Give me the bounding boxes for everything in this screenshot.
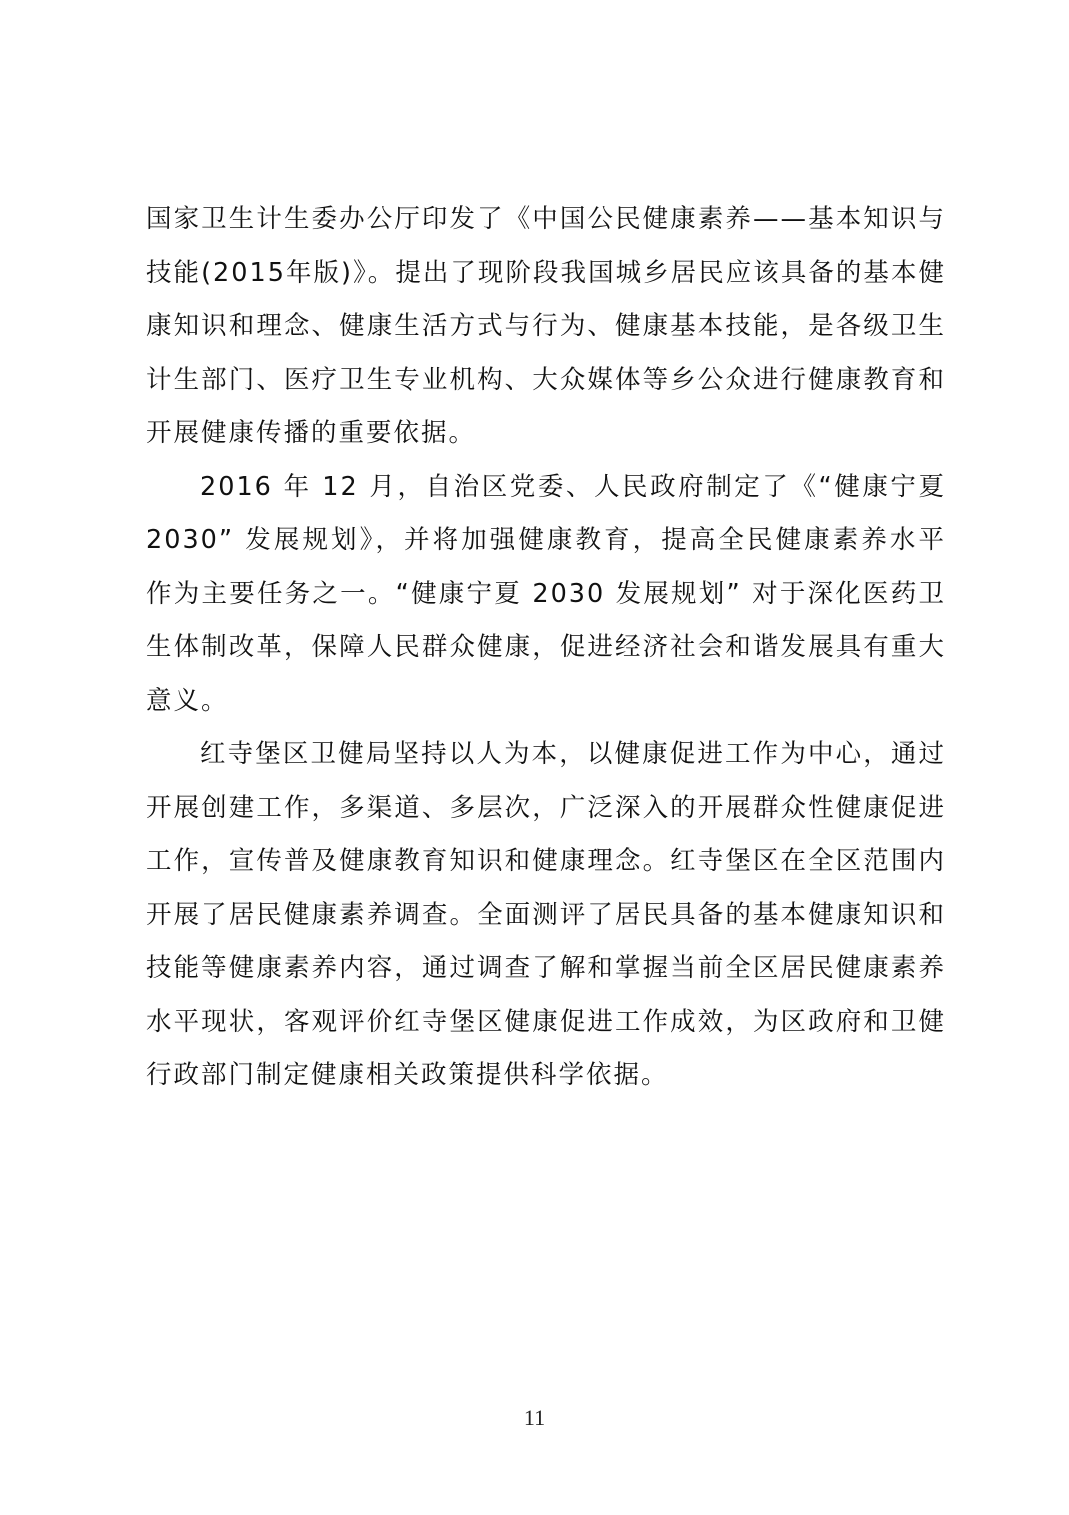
paragraph-ningxia-2030-plan: 2016 年 12 月，自治区党委、人民政府制定了《“健康宁夏2030” 发展规划》，并将加强健康教育，提高全民健康素养水平作为主要任务之一。“健康宁夏 2030 发展规划” 对于深化医药卫生体制改革，保障人民群众健康，促进经济社会和谐发展具有重大意义。 (146, 471, 946, 716)
page-number: 11 (523, 1405, 546, 1430)
paragraph-health-literacy-guideline: 国家卫生计生委办公厅印发了《中国公民健康素养——基本知识与技能(2015年版)》。提出了现阶段我国城乡居民应该具备的基本健康知识和理念、健康生活方式与行为、健康基本技能，是各级卫生计生部门、医疗卫生专业机构、大众媒体等乡公众进行健康教育和开展健康传播的重要依据。 (146, 204, 946, 448)
paragraph-hongsibu-survey: 红寺堡区卫健局坚持以人为本，以健康促进工作为中心，通过开展创建工作，多渠道、多层次，广泛深入的开展群众性健康促进工作，宣传普及健康教育知识和健康理念。红寺堡区在全区范围内开展了居民健康素养调查。全面测评了居民具备的基本健康知识和技能等健康素养内容，通过调查了解和掌握当前全区居民健康素养水平现状，客观评价红寺堡区健康促进工作成效，为区政府和卫健行政部门制定健康相关政策提供科学依据。 (146, 739, 946, 1090)
body-text (146, 193, 946, 1103)
